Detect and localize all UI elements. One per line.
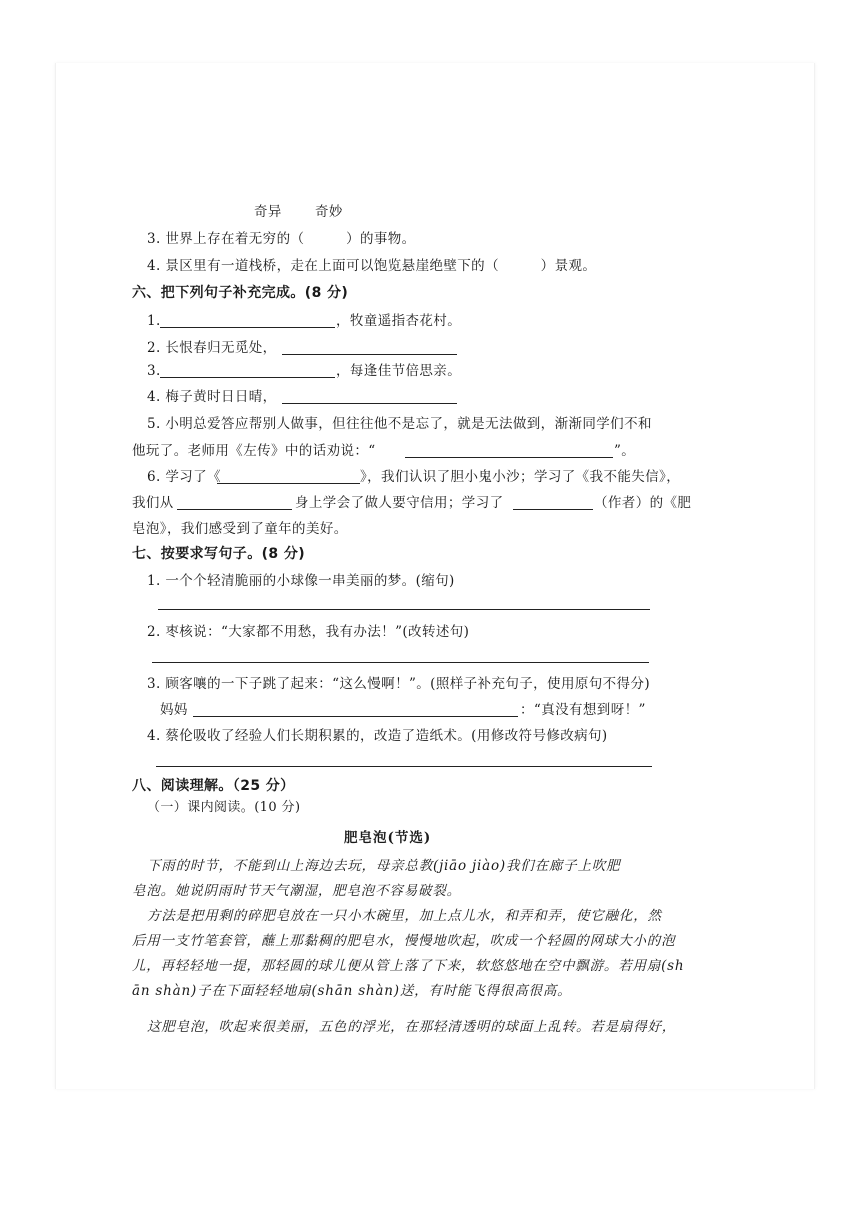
s6-item-3-blank[interactable] <box>160 377 335 378</box>
s7-item-2-answer-line[interactable] <box>152 662 649 663</box>
s6-item-2-blank[interactable] <box>282 354 457 355</box>
passage-line: 皂泡。她说阴雨时节天气潮湿，肥皂泡不容易破裂。 <box>132 883 461 899</box>
passage-line: 后用一支竹笔套管，蘸上那黏稠的肥皂水，慢慢地吹起，吹成一个轻圆的网球大小的泡 <box>132 933 676 949</box>
section-8-heading: 八、阅读理解。（25 分） <box>132 778 295 794</box>
passage-line: 这肥皂泡，吹起来很美丽，五色的浮光，在那轻清透明的球面上乱转。若是扇得好， <box>147 1019 677 1035</box>
s6-item-1-tail: ，牧童遥指杏花村。 <box>336 313 462 329</box>
passage-line: 儿，再轻轻地一提，那轻圆的球儿便从管上落了下来，软悠悠地在空中飘游。若用扇(sh <box>132 958 685 974</box>
s8-subheading: （一）课内阅读。(10 分) <box>147 800 301 815</box>
s7-item-4: 4. 蔡伦吸收了经验人们长期积累的，改造了造纸术。(用修改符号修改病句) <box>147 728 608 744</box>
s6-item-6-line-2c: （作者）的《肥 <box>594 495 692 511</box>
passage-line: 下雨的时节，不能到山上海边去玩，母亲总教(jiāo jiào)我们在廊子上吹肥 <box>147 858 621 874</box>
s6-item-6-blank-1[interactable] <box>217 483 360 484</box>
s6-item-5-line-2: 他玩了。老师用《左传》中的话劝说：“ <box>132 443 376 459</box>
s6-item-6-blank-3[interactable] <box>513 509 593 510</box>
passage-line: 方法是把用剩的碎肥皂放在一只小木碗里，加上点儿水，和弄和弄，使它融化，然 <box>147 908 662 924</box>
s7-item-4-answer-line[interactable] <box>156 766 652 767</box>
q5-item-3: 3. 世界上存在着无穷的（ ）的事物。 <box>147 231 416 247</box>
s6-item-4: 4. 梅子黄时日日晴， <box>147 389 277 405</box>
s6-item-1-blank[interactable] <box>160 327 335 328</box>
s6-item-5-line-1: 5. 小明总爱答应帮别人做事，但往往他不是忘了，就是无法做到，渐渐同学们不和 <box>147 416 652 432</box>
q5-item-4: 4. 景区里有一道栈桥，走在上面可以饱览悬崖绝壁下的（ ）景观。 <box>147 258 597 274</box>
s6-item-3-num: 3. <box>147 363 161 379</box>
section-6-heading: 六、把下列句子补充完成。(8 分) <box>132 285 349 301</box>
s7-item-3-suffix: ：“真没有想到呀！” <box>520 702 646 718</box>
s6-item-6-line-2a: 我们从 <box>132 495 174 511</box>
s6-item-6-line-1a: 6. 学习了《 <box>147 469 221 485</box>
s6-item-6-line-2b: 身上学会了做人要守信用；学习了 <box>295 495 504 511</box>
s7-item-3: 3. 顾客嚷的一下子跳了起来：“这么慢啊！”。(照样子补充句子，使用原句不得分) <box>147 676 651 692</box>
s6-item-6-line-3: 皂泡》，我们感受到了童年的美好。 <box>132 521 348 537</box>
s6-item-1-num: 1. <box>147 313 161 329</box>
word-option-1: 奇异 <box>254 204 282 220</box>
s7-item-3-prefix: 妈妈 <box>160 702 188 718</box>
s6-item-3-tail: ，每逢佳节倍思亲。 <box>336 363 462 379</box>
passage-title: 肥皂泡(节选) <box>344 830 432 846</box>
s7-item-1: 1. 一个个轻清脆丽的小球像一串美丽的梦。(缩句) <box>147 573 455 589</box>
s6-item-6-blank-2[interactable] <box>177 509 292 510</box>
s6-item-5-blank[interactable] <box>405 457 613 458</box>
s7-item-2: 2. 枣核说：“大家都不用愁，我有办法！”(改转述句) <box>147 624 470 640</box>
section-7-heading: 七、按要求写句子。(8 分) <box>132 546 306 562</box>
word-option-2: 奇妙 <box>315 204 343 220</box>
s7-item-3-blank[interactable] <box>193 716 518 717</box>
s6-item-2: 2. 长恨春归无觅处， <box>147 340 277 356</box>
s6-item-5-end: ”。 <box>614 443 636 459</box>
passage-line: ān shàn)子在下面轻轻地扇(shān shàn)送，有时能飞得很高很高。 <box>132 983 572 999</box>
s6-item-4-blank[interactable] <box>282 403 457 404</box>
s7-item-1-answer-line[interactable] <box>158 609 650 610</box>
s6-item-6-line-1b: 》，我们认识了胆小鬼小沙；学习了《我不能失信》， <box>360 469 681 485</box>
